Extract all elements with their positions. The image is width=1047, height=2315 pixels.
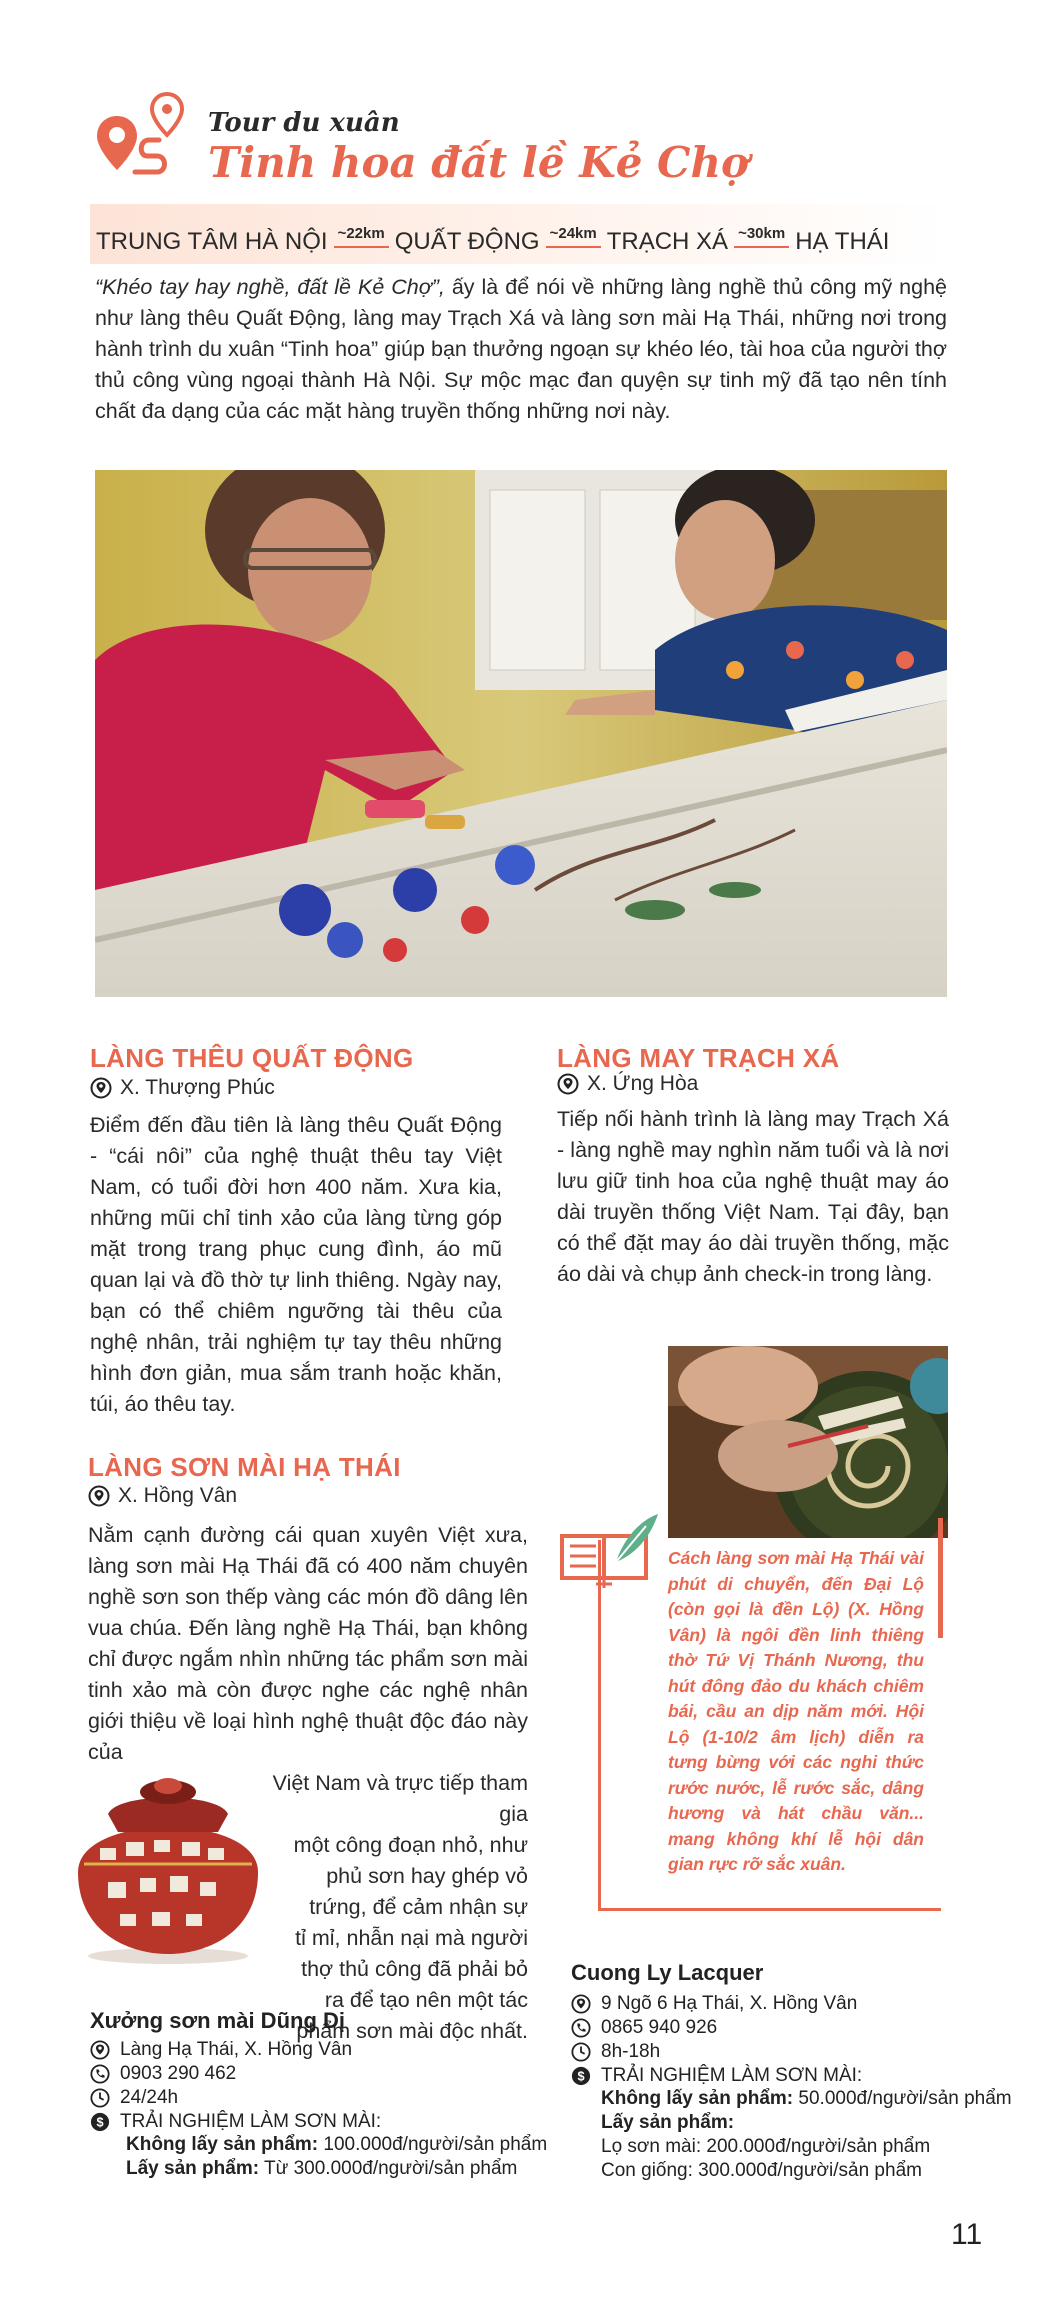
experience-label: TRẢI NGHIỆM LÀM SƠN MÀI:: [601, 2065, 863, 2086]
phone-line: [571, 2016, 1012, 2040]
experience-label: TRẢI NGHIỆM LÀM SƠN MÀI:: [120, 2111, 382, 2132]
body-tail-line: tỉ mỉ, nhẫn nại mà người: [295, 1926, 528, 1950]
route-distance: ~24km: [546, 226, 601, 242]
experience-line: [571, 2064, 1012, 2088]
page-number: 11: [951, 2218, 983, 2251]
section-body: Tiếp nối hành trình là làng may Trạch Xá - làng nghề may nghìn năm tuổi và là nơi lưu giữ tinh hoa của nghệ thuật may áo dài truyền thống Việt Nam. Tại đây, bạn có thể đặt may áo dài truyền thống, mặc áo dài và chụp ảnh check-in trong làng.: [557, 1107, 949, 1286]
route-distance: ~22km: [334, 226, 389, 242]
dollar-icon: [571, 2066, 591, 2086]
phone-icon: [571, 2018, 591, 2038]
section-body-main: Nằm cạnh đường cái quan xuyên Việt xưa, làng sơn mài Hạ Thái đã có 400 năm chuyên nghề sơn son thếp vàng các món đồ dâng lên vua chúa. Đến làng nghề Hạ Thái, bạn không chỉ được ngắm nhìn những tác phẩm sơn mài tinh xảo mà còn được nghe các nghệ nhân giới thiệu về loại hình nghệ thuật độc đáo này của: [88, 1523, 528, 1764]
lacquer-craft-photo: [668, 1346, 948, 1538]
intro-text: ấy là để nói về những làng nghề thủ công mỹ nghệ như làng thêu Quất Động, làng may Trạch Xá và làng sơn mài Hạ Thái, những nơi trong hành trình du xuân “Tinh hoa” giúp bạn thưởng ngoạn sự khéo léo, tài hoa của người thợ thủ công vùng ngoại thành Hà Nội. Sự mộc mạc đan quyện sự tinh mỹ đã tạo nên tính chất đa dạng của các mặt hàng truyền thống những nơi này.: [95, 275, 947, 423]
location-pin-icon: [557, 1073, 579, 1095]
body-tail-line: thợ thủ công đã phải bỏ: [301, 1957, 528, 1981]
section-location: [88, 1484, 237, 1508]
section-body: Điểm đến đầu tiên là làng thêu Quất Động - “cái nôi” của nghệ thuật thêu tay Việt Nam, có tuổi đời hơn 400 năm. Xưa kia, những mũi chỉ tinh xảo của làng từng góp mặt trong trang phục cung đình, áo mũ quan lại và đồ thờ tự linh thiêng. Ngày nay, bạn có thể chiêm ngưỡng tài thêu của nghệ nhân, trải nghiệm tự tay thêu những hình đơn giản, mua sắm tranh hoặc khăn, túi, áo thêu tay.: [90, 1113, 502, 1416]
hours-text: 24/24h: [120, 2087, 179, 2108]
svg-text:$: $: [577, 2068, 585, 2084]
shop-info-cuong-ly: [571, 1960, 1012, 2184]
phone-line: [90, 2062, 547, 2086]
location-text: X. Ứng Hòa: [587, 1072, 699, 1095]
page-title: Tinh hoa đất lề Kẻ Chợ: [208, 138, 750, 187]
route-bar: [90, 204, 950, 264]
price-extra: Con giống: 300.000đ/người/sản phẩm: [601, 2160, 922, 2181]
tour-label: Tour du xuân: [208, 108, 400, 138]
clock-icon: [571, 2042, 591, 2062]
address-text: Làng Hạ Thái, X. Hồng Vân: [120, 2039, 353, 2060]
section-location: [557, 1072, 698, 1096]
clock-icon: [90, 2088, 110, 2108]
dollar-icon: [90, 2112, 110, 2132]
shop-name: Cuong Ly Lacquer: [571, 1960, 764, 1985]
price-extra: Lọ sơn mài: 200.000đ/người/sản phẩm: [601, 2136, 931, 2157]
route-distance: ~30km: [734, 226, 789, 242]
section-title-ha-thai: LÀNG SƠN MÀI HẠ THÁI: [88, 1452, 401, 1482]
map-pin-route-icon: [95, 92, 195, 184]
route-stop: TRUNG TÂM HÀ NỘI: [96, 228, 328, 255]
svg-text:$: $: [96, 2114, 104, 2130]
price-line: Lấy sản phẩm:: [601, 2112, 735, 2133]
location-pin-icon: [90, 1077, 112, 1099]
location-pin-icon: [90, 2040, 110, 2060]
body-tail-line: phủ sơn hay ghép vỏ: [326, 1864, 528, 1888]
price-line: Lấy sản phẩm: Từ 300.000đ/người/sản phẩm: [126, 2158, 518, 2179]
phone-text: 0865 940 926: [601, 2017, 718, 2038]
phone-icon: [90, 2064, 110, 2084]
experience-line: [90, 2110, 547, 2134]
route-stop: QUẤT ĐỘNG: [394, 228, 540, 255]
note-text: Cách làng sơn mài Hạ Thái vài phút di chuyển, đến Đại Lộ (còn gọi là đền Lộ) (X. Hồng Vân) là ngôi đền linh thiêng thờ Tứ Vị Thánh Nương, thu hút đông đảo du khách chiêm bái, cầu an dịp năm mới. Hội Lộ (1-10/2 âm lịch) diễn ra tưng bừng với các nghi thức rước nước, lễ rước sắc, dâng hương và hát chầu văn... mang không khí lễ hội dân gian rực rỡ sắc xuân.: [668, 1548, 924, 1874]
shop-info-dung-di: [90, 2008, 547, 2182]
hours-text: 8h-18h: [601, 2041, 661, 2062]
body-tail-line: một công đoạn nhỏ, như: [293, 1833, 528, 1857]
body-tail-line: trứng, để cảm nhận sự: [309, 1895, 528, 1919]
location-text: X. Hồng Vân: [118, 1484, 238, 1507]
price-line: Không lấy sản phẩm: 100.000đ/người/sản phẩm: [126, 2134, 548, 2155]
hours-line: [571, 2040, 1012, 2064]
section-title-quat-dong: LÀNG THÊU QUẤT ĐỘNG: [90, 1043, 414, 1073]
address-text: 9 Ngõ 6 Hạ Thái, X. Hồng Vân: [601, 1993, 858, 2014]
body-tail-line: phẩm sơn mài độc nhất.: [296, 2019, 528, 2043]
intro-paragraph: [95, 272, 947, 427]
hours-line: [90, 2086, 547, 2110]
route-stop: HẠ THÁI: [795, 228, 890, 255]
lacquer-pot-image: [48, 1752, 288, 1966]
section-title-trach-xa: LÀNG MAY TRẠCH XÁ: [557, 1043, 840, 1073]
location-pin-icon: [88, 1485, 110, 1507]
location-text: X. Thượng Phúc: [120, 1076, 275, 1099]
section-location: [90, 1076, 275, 1100]
shop-name: Xưởng sơn mài Dũng Dị: [90, 2008, 345, 2033]
intro-lead: “Khéo tay hay nghề, đất lề Kẻ Chợ”,: [95, 275, 445, 299]
location-pin-icon: [571, 1994, 591, 2014]
address-line: [571, 1992, 1012, 2016]
route-stop: TRẠCH XÁ: [606, 228, 729, 255]
body-tail-line: Việt Nam và trực tiếp tham gia: [272, 1771, 528, 1826]
address-line: [90, 2038, 547, 2062]
phone-text: 0903 290 462: [120, 2063, 237, 2084]
embroidery-photo: [95, 470, 947, 997]
price-line: Không lấy sản phẩm: 50.000đ/người/sản phẩm: [601, 2088, 1012, 2109]
body-tail-line: ra để tạo nên một tác: [324, 1988, 528, 2012]
